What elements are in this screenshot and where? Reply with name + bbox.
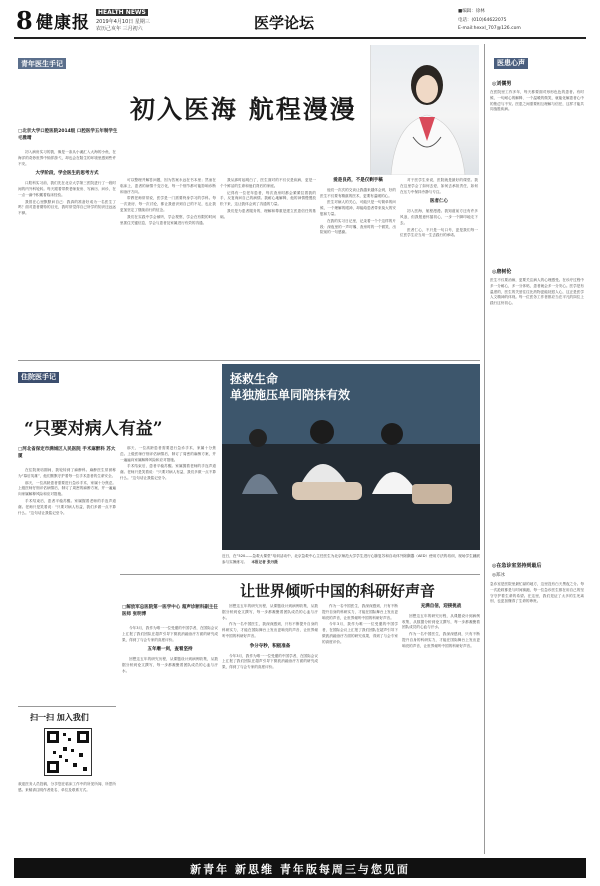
top-story-photo [370, 45, 479, 175]
paragraph: 手术结束后，患者平稳苏醒。家属握着老师的手连声道谢。老师只是笑着说：“只要对病人有益，我们多做一点不算什么。”这句话让我铭记至今。 [18, 498, 116, 515]
paragraph: 对于医学生来说，医院就是最好的课堂。我在这里学会了如何去爱，如何去承担责任，如何在压力中保持冷静与专注。 [400, 178, 478, 194]
paragraph: 初入病房实习的我，像是一条从小溪汇入大海的小鱼，在海洋的奇妙世界中徜徉游弋，却也会在陌生的环境里感到些许不安。 [18, 150, 116, 166]
top-story-col-1 [18, 150, 116, 218]
third-story-author: □解放军总医院第一医学中心 超声诊断科副主任医师 张明博 [122, 605, 218, 617]
paragraph: 那天，一位高龄患者需要进行急诊手术，家属十分焦虑。上级医师仔细评估病情后，制订了周密的麻醉方案，并一遍遍向家属解释风险和应对措施。 [18, 480, 116, 497]
paragraph: 口腔科实习前，我们先在北京大学第三医院进行了一段时间的内外科轮转。每天跟着带教老师查房、写病历、问诊，在一点一滴中积累着临床经验。 [18, 181, 116, 197]
paragraph: 回想这五年的研究历程，从课题设计到病例收集，从数据分析到论文撰写，每一步都凝聚着团队成员的心血与汗水。 [122, 657, 218, 673]
paragraph: 回想这五年的研究历程，从课题设计到病例收集，从数据分析到论文撰写，每一步都凝聚着团队成员的心血与汗水。 [402, 613, 480, 630]
editor-phone: 电话：(010)64622075 [458, 18, 507, 23]
paragraph: 我们在实践中学会倾听，学会观察，学会在有限的时间里抓住关键信息，学会与患者及家属进行有效的沟通。 [120, 214, 216, 225]
paragraph: 回想这五年的研究历程，从课题设计到病例收集，从数据分析到论文撰写，每一步都凝聚着团队成员的心血与汗水。 [222, 604, 318, 620]
subhead: 爱是良药，不是仅剩手稿 [333, 178, 383, 183]
sidebar-section-1-title: ◎刘儒男 [492, 81, 512, 87]
issue-date: 2019年4月10日 星期三 [96, 19, 150, 25]
footer-bar [14, 858, 586, 878]
second-story-author: □河北省保定市满城区人民医院 手术麻醉科 苏大厦 [18, 447, 116, 459]
qr-code [44, 728, 92, 776]
paragraph: 可以整理并解答问题，因为答案永远在书本里；然而在临床上，患者的病情千变万化，每一个细节都可能影响诊断和治疗方向。 [120, 178, 216, 194]
subhead: 大学阶段，学会医生的思考方式 [35, 171, 99, 177]
paragraph: 今年3月，我作为唯一一位受邀的中国学者，在国际会议上汇报了我们团队在超声引导下微波消融治疗方面的研究成果，得到了与会专家的高度评价。 [222, 653, 318, 670]
paragraph: 我们是为患者服务的，理解和尊重是建立医患信任的基础。 [220, 208, 316, 219]
sidebar-divider [484, 44, 485, 854]
qr-code-icon [45, 729, 91, 775]
top-story-title: 初入医海 航程漫漫 [130, 95, 357, 124]
third-story-col-3 [322, 604, 398, 647]
sidebar-section-3-body: 急诊室是医院里最忙碌的地方，这里没有白天黑夜之分。每一次抢救都是与时间赛跑，每一位急诊医生都在用自己的坚守守护着生命的希望。在这里，我们见证了太多的生死离别，也更加懂得了生命的珍贵。 [490, 582, 584, 604]
sidebar-section-2-body: 医生不仅要治病，更要关注病人的心理感受。在诊疗过程中多一分耐心，多一分体贴，患者就会多一分安心。医学是有温度的，医生的关爱往往比药物更能抚慰人心，这正是医学人文精神的体现。每一位医务工作者都应当在平凡的岗位上践行这份初心。 [490, 278, 584, 306]
divider [120, 574, 480, 575]
subhead: 充满自信，迎接挑战 [420, 604, 462, 609]
qr-title: 扫一扫 加入我们 [30, 712, 89, 722]
paragraph: 医者仁心，不只是一句口号，更是我们每一位医学生应当用一生去践行的承诺。 [400, 227, 478, 238]
caption-text: 近日，在“520——急救大课堂”培训活动中，北京急救中心主任医生为北京师范大学学生进行心肺复苏和自动体外除颤器（AED）使用方法的培训，现场学生踊跃参与实操练习。 [222, 554, 480, 564]
paragraph: 在住院规培期间，我轮转到了麻醉科。麻醉医生常被称为“幕后英雄”，他们默默守护着每一位手术患者的生命安全。 [18, 468, 116, 478]
sidebar-section-1-body: 在医院里工作多年，每天都要面对形形色色的患者。有时候，一句耐心的解释、一个温暖的微笑，就能化解患者心中的焦虑与不安。医患之间需要相互理解与信任，这样才能共同战胜疾病。 [490, 90, 584, 112]
top-story-col-5 [400, 178, 478, 240]
paragraph: 初入医海，航程漫漫。我知道前方还有许多风浪，但我愿意怀揣初心，一步一个脚印地走下去。 [400, 209, 478, 225]
paragraph: 他们一次次的交谈让我越来越体会到，好的医生不仅要有精湛的医术，更要有温暖的心。 [320, 187, 396, 198]
second-story-body-cont [120, 446, 216, 483]
column-tag-resident: 住院医手记 [18, 372, 59, 383]
subhead: 五年磨一剑，查看坚持 [147, 647, 193, 653]
third-story-col-1 [122, 626, 218, 676]
divider [18, 360, 480, 361]
qr-description: 欢迎医务人员投稿，分享您在临床工作中的所见所闻、所思所感。来稿请注明作者姓名、单位及联系方式。 [18, 782, 116, 792]
paragraph: 作为一名中国医生，我深深感到，只有不断提升自身的科研实力，才能在国际舞台上发出更响亮的声音，让世界倾听中国的科研好声音。 [402, 632, 480, 648]
portrait-figure [371, 45, 479, 175]
paragraph: 作为一名中国医生，我深深感到，只有不断提升自身的科研实力，才能在国际舞台上发出更响亮的声音，让世界倾听中国的科研好声音。 [322, 604, 398, 620]
third-story-col-4 [402, 604, 480, 651]
photo-credit: 本报记者 张丹摄 [251, 559, 278, 564]
page-header [0, 0, 600, 42]
sidebar-column-tag: 医患心声 [494, 58, 528, 69]
paragraph: 医生对病人的关心，可能只是一句简单的问候，一个理解的眼神，却能给患者带来莫大的安慰和力量。 [320, 200, 396, 216]
sidebar-section-3-title: ◎在急诊室坚持到最后 [492, 563, 542, 569]
subhead: 医者仁心 [430, 199, 448, 205]
subhead: 争分夺秒，积极准备 [249, 643, 291, 649]
masthead: 健康报 [36, 13, 90, 33]
sidebar-section-2-title: ◎唐树伦 [492, 269, 512, 275]
header-rule [14, 37, 586, 39]
issue-lunar: 农历己亥年 三月初六 [96, 26, 143, 32]
paragraph: 我曾在心里默默问自己：我真的准备好成为一名医生了吗？面对患者期待的目光，我时常觉得自己所学的知识还远远不够。 [18, 199, 116, 216]
top-story-col-3 [220, 178, 316, 222]
paragraph: 今年3月，我作为唯一一位受邀的中国学者，在国际会议上汇报了我们团队在超声引导下微波消融治疗方面的研究成果，得到了与会专家的高度评价。 [322, 622, 398, 644]
paragraph: 手术结束后，患者平稳苏醒。家属握着老师的手连声道谢。老师只是笑着说：“只要对病人有益，我们多做一点不算什么。”这句话让我铭记至今。 [120, 464, 216, 480]
third-story-title: 让世界倾听中国的科研好声音 [240, 582, 436, 600]
paragraph: 今年3月，我作为唯一一位受邀的中国学者，在国际会议上汇报了我们团队在超声引导下微波消融治疗方面的研究成果，得到了与会专家的高度评价。 [122, 626, 218, 642]
footer-slogan: 新青年 新思维 青年版每周三与您见面 [190, 863, 410, 876]
paragraph: 在我的实习日记里，记录着一个个这样的片段：深夜里的一声叮嘱、查房时的一个微笑、出院前的一句感谢。 [320, 218, 396, 235]
column-tag-youth: 青年医生手记 [18, 58, 66, 69]
editor-email: E-mail:hexxl_707@126.com [458, 26, 521, 31]
paragraph: 记得有一位老年患者，每次查房时都会紧紧拉着我的手，反复询问自己的病情。我耐心地解释，他的神情慢慢放松下来，这让我体会到了沟通的力量。 [220, 190, 316, 207]
cpr-training-photo [222, 364, 480, 550]
paragraph: 带教老师常常说，医学是一门需要终身学习的学科。每一次查房、每一次讨论，都让我意识到自己的不足，也让我更加坚定了继续前行的信念。 [120, 196, 216, 212]
editor-credit: ■编辑：徐林 [458, 9, 485, 14]
second-story-body [18, 468, 116, 517]
top-story-col-2 [120, 178, 216, 227]
top-story-author: □北京大学口腔医院2014级 口腔医学五年制学生 毛雅晴 [18, 129, 118, 141]
paragraph: 那天，一位高龄患者需要进行急诊手术，家属十分焦虑。上级医师仔细评估病情后，制订了周密的麻醉方案，并一遍遍向家属解释风险和应对措施。 [120, 446, 216, 462]
second-story-title: “只要对病人有益” [24, 419, 163, 439]
paragraph: 我从那时起明白了，医生面对的不仅仅是疾病，更是一个个鲜活的生命和他们背后的家庭。 [220, 178, 316, 188]
masthead-en: HEALTH NEWS [98, 9, 146, 16]
photo-banner-2: 单独施压单同陪抹有效 [230, 388, 351, 402]
page-number: 8 [16, 6, 33, 35]
third-story-col-2 [222, 604, 318, 672]
sidebar-section-3-author: ◎郑冰 [492, 573, 505, 578]
divider [18, 706, 116, 707]
top-story-col-4 [320, 178, 396, 237]
photo-banner-1: 拯救生命 [230, 372, 279, 386]
photo-caption [222, 554, 480, 566]
paragraph: 作为一名中国医生，我深深感到，只有不断提升自身的科研实力，才能在国际舞台上发出更响亮的声音，让世界倾听中国的科研好声音。 [222, 622, 318, 638]
section-title: 医学论坛 [254, 14, 315, 32]
